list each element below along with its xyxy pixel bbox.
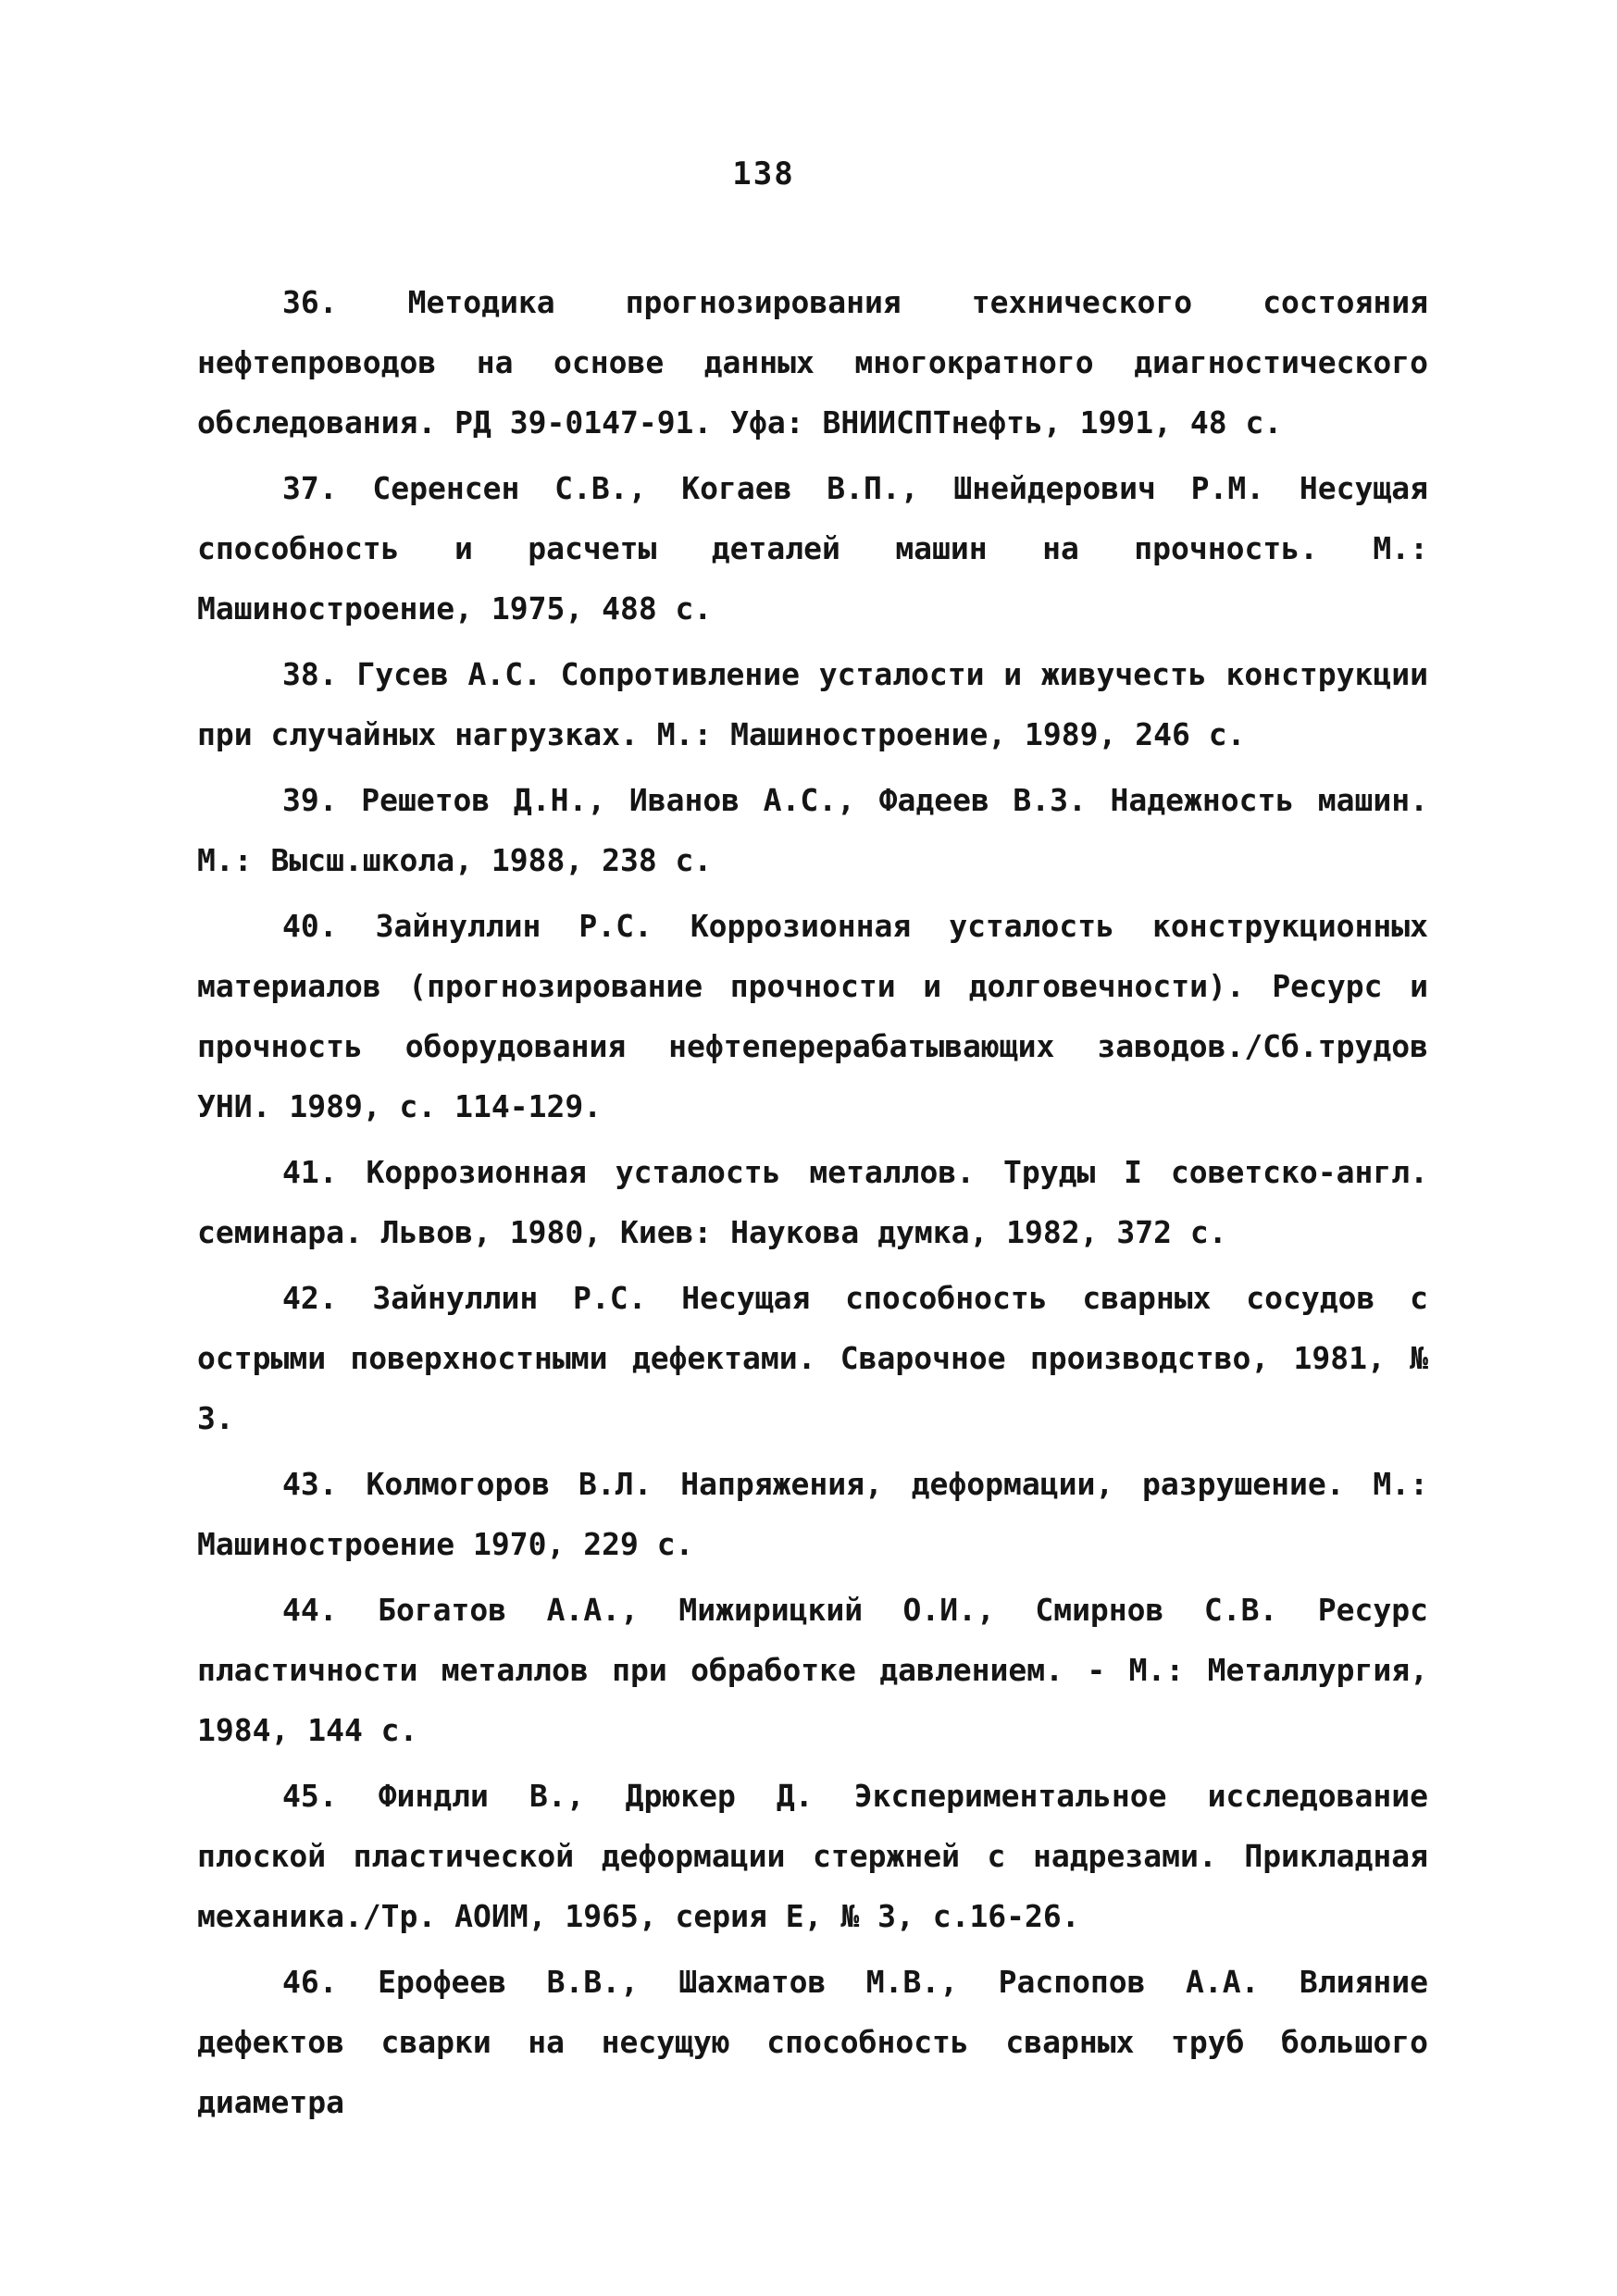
- reference-item: [197, 1268, 1428, 1448]
- reference-number: 38.: [282, 656, 338, 692]
- reference-text: Серенсен С.В., Когаев В.П., Шнейдерович Р.М. Несущая способность и расчеты деталей машин на прочность. М.: Машиностроение, 1975, 488 с.: [197, 470, 1428, 627]
- reference-item: [197, 1454, 1428, 1574]
- reference-item: [197, 644, 1428, 764]
- reference-item: [197, 1952, 1428, 2132]
- reference-text: Зайнуллин Р.С. Коррозионная усталость конструкционных материалов (прогнозирование прочности и долговечности). Ресурс и прочность оборудования нефтеперерабатывающих заводов./Сб.трудов УНИ. 1989, с. 114-129.: [197, 908, 1428, 1124]
- reference-number: 36.: [282, 284, 338, 320]
- reference-text: Методика прогнозирования технического состояния нефтепроводов на основе данных многократного диагностического обследования. РД 39-0147-91. Уфа: ВНИИСПТнефть, 1991, 48 с.: [197, 284, 1429, 441]
- reference-list: [197, 272, 1428, 2138]
- reference-text: Ерофеев В.В., Шахматов М.В., Распопов А.А. Влияние дефектов сварки на несущую способность сварных труб большого диаметра: [197, 1964, 1428, 2120]
- reference-item: [197, 272, 1428, 453]
- reference-text: Гусев А.С. Сопротивление усталости и живучесть конструкции при случайных нагрузках. М.: Машиностроение, 1989, 246 с.: [197, 656, 1429, 752]
- reference-item: [197, 1766, 1428, 1946]
- page-number: 138: [732, 155, 795, 192]
- reference-number: 42.: [282, 1280, 338, 1316]
- reference-number: 41.: [282, 1154, 338, 1190]
- reference-text: Коррозионная усталость металлов. Труды I советско-англ. семинара. Львов, 1980, Киев: Наукова думка, 1982, 372 с.: [197, 1154, 1428, 1250]
- reference-number: 40.: [282, 908, 338, 944]
- reference-number: 44.: [282, 1592, 338, 1628]
- reference-number: 46.: [282, 1964, 338, 2000]
- reference-number: 43.: [282, 1466, 338, 1502]
- reference-number: 45.: [282, 1778, 338, 1814]
- reference-number: 39.: [282, 782, 338, 818]
- reference-item: [197, 1142, 1428, 1262]
- reference-item: [197, 1580, 1428, 1760]
- reference-text: Зайнуллин Р.С. Несущая способность сварных сосудов с острыми поверхностными дефектами. Сварочное производство, 1981, № 3.: [197, 1280, 1428, 1436]
- reference-text: Богатов А.А., Мижирицкий О.И., Смирнов С.В. Ресурс пластичности металлов при обработке давлением. - М.: Металлургия, 1984, 144 с.: [197, 1592, 1428, 1748]
- reference-text: Колмогоров В.Л. Напряжения, деформации, разрушение. М.: Машиностроение 1970, 229 с.: [197, 1466, 1428, 1562]
- reference-number: 37.: [282, 470, 338, 506]
- reference-item: [197, 896, 1428, 1136]
- reference-text: Финдли В., Дрюкер Д. Экспериментальное исследование плоской пластической деформации стержней с надрезами. Прикладная механика./Тр. АОИМ, 1965, серия Е, № 3, с.16-26.: [197, 1778, 1428, 1934]
- reference-item: [197, 458, 1428, 639]
- reference-text: Решетов Д.Н., Иванов А.С., Фадеев В.З. Надежность машин. М.: Высш.школа, 1988, 238 с.: [197, 782, 1428, 878]
- reference-item: [197, 770, 1428, 890]
